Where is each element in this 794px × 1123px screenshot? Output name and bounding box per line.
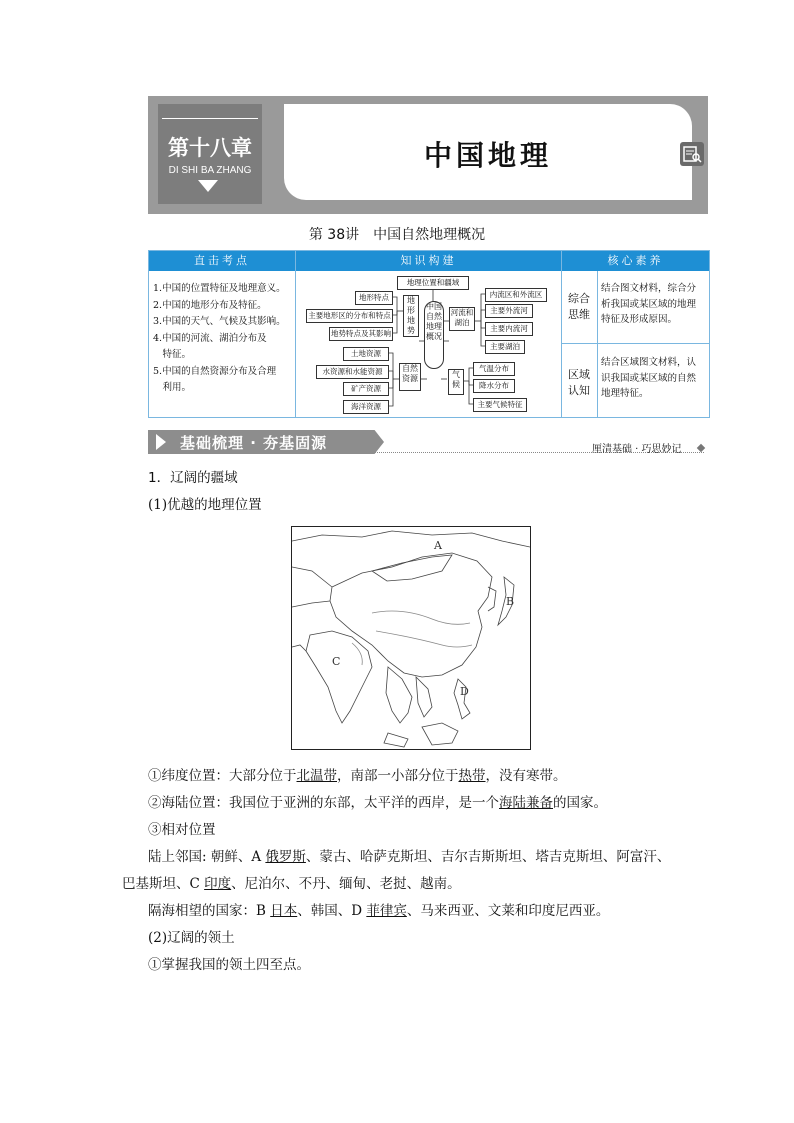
heading-location: (1)优越的地理位置: [148, 497, 262, 513]
text: 、韩国、D: [297, 903, 367, 919]
text: 的国家。: [553, 795, 607, 811]
heading-territory: 1．辽阔的疆域: [148, 470, 238, 486]
chapter-number: 第十八章: [168, 136, 252, 160]
chapter-pinyin: DI SHI BA ZHANG: [168, 165, 252, 176]
latitude-line: [148, 766, 567, 786]
header-knowledge-map: 知识构建: [296, 251, 561, 271]
mindmap-node: 降水分布: [473, 379, 515, 393]
text: 巴基斯坦、C: [122, 876, 205, 892]
list-item: 5.中国的自然资源分布及合理: [153, 365, 277, 377]
answer: 北温带: [296, 768, 337, 784]
sea-land-line: [148, 793, 607, 813]
book-search-icon: [680, 142, 704, 166]
mindmap-node: 地势特点及其影响: [329, 327, 393, 341]
text: 隔海相望的国家：B: [148, 903, 271, 919]
literacy-desc: 结合图文材料，综合分析我国或某区域的地理特征及形成原因。: [601, 283, 697, 325]
literacy-desc: 结合区域图文材料，认识我国或某区域的自然地理特征。: [601, 357, 697, 399]
list-item: 2.中国的地形分布及特征。: [153, 299, 267, 311]
map-label-d: D: [460, 685, 469, 698]
list-item: 1.中国的位置特征及地理意义。: [153, 283, 286, 294]
mindmap-node: 主要湖泊: [485, 340, 525, 354]
mindmap-node: 内流区和外流区: [485, 288, 547, 302]
list-item: 利用。: [153, 382, 192, 393]
mindmap-node: 气温分布: [473, 362, 515, 376]
lecture-title: 第 38讲 中国自然地理概况: [308, 227, 486, 243]
asia-map: [291, 526, 531, 750]
literacy-label: 区域认知: [568, 368, 590, 397]
answer: 俄罗斯: [265, 849, 306, 865]
text: 陆上邻国: 朝鲜、A: [148, 849, 266, 865]
chapter-title: 中国地理: [423, 139, 552, 172]
triangle-down-icon: [198, 180, 218, 192]
answer: 热带: [458, 768, 486, 784]
literacy-label: 综合思维: [568, 292, 590, 321]
text: 、尼泊尔、不丹、缅甸、老挝、越南。: [231, 876, 461, 892]
overview-table: [148, 250, 710, 418]
mindmap-hub-terrain: 地形地势: [403, 295, 419, 337]
mindmap-node: 主要外流河: [485, 304, 533, 318]
mindmap-node: 海洋资源: [343, 400, 389, 414]
mindmap-node: 主要气候特征: [473, 398, 527, 412]
mindmap-node: 水资源和水能资源: [316, 365, 389, 379]
mindmap-center: 中国自然地理概况: [424, 301, 444, 369]
mindmap-hub-rivers: 河流和湖泊: [449, 307, 475, 331]
map-label-b: B: [506, 595, 515, 608]
mindmap-node: 主要地形区的分布和特点: [306, 309, 393, 323]
list-item: 3.中国的天气、气候及其影响。: [153, 316, 286, 327]
answer: 菲律宾: [366, 903, 407, 919]
header-exam-points: 直击考点: [149, 251, 295, 271]
list-item: 4.中国的河流、湖泊分布及: [153, 332, 267, 344]
text: ①纬度位置：大部分位于: [148, 768, 297, 784]
text: 、蒙古、哈萨克斯坦、吉尔吉斯斯坦、塔吉克斯坦、阿富汗、: [305, 849, 671, 865]
header-core-literacy: 核心素养: [562, 251, 709, 271]
heading-territory-size: (2)辽阔的领土: [148, 930, 235, 946]
mindmap-node: 地形特点: [355, 291, 393, 305]
section-subtitle: 厘清基础 · 巧思妙记: [592, 444, 682, 455]
mindmap-node: 矿产资源: [343, 382, 389, 396]
text: ，没有寒带。: [485, 768, 567, 784]
mindmap-hub-climate: 气候: [448, 369, 464, 395]
text: ，南部一小部分位于: [337, 768, 459, 784]
sea-neighbors-line: [148, 901, 609, 921]
list-item: 特征。: [153, 349, 192, 360]
badge-divider: [162, 118, 258, 119]
mindmap-node: 地理位置和疆域: [397, 276, 469, 290]
land-neighbors-line-2: [122, 874, 461, 894]
text: ②海陆位置：我国位于亚洲的东部，太平洋的西岸，是一个: [148, 795, 499, 811]
mindmap-hub-resources: 自然资源: [399, 363, 421, 391]
relative-position-heading: ③相对位置: [148, 822, 216, 838]
text: 、马来西亚、文莱和印度尼西亚。: [406, 903, 610, 919]
chevron-right-icon: [156, 434, 166, 450]
answer: 印度: [204, 876, 232, 892]
section-title: 基础梳理 · 夯基固源: [180, 434, 328, 452]
map-label-a: A: [434, 539, 442, 552]
land-neighbors-line-1: [148, 847, 670, 867]
diamond-icon: [697, 444, 705, 452]
extreme-points-line: ①掌握我国的领土四至点。: [148, 957, 310, 973]
mindmap-node: 土地资源: [343, 347, 389, 361]
map-label-c: C: [332, 655, 341, 668]
answer: 海陆兼备: [499, 795, 553, 811]
answer: 日本: [270, 903, 298, 919]
mindmap-node: 主要内流河: [485, 322, 533, 336]
